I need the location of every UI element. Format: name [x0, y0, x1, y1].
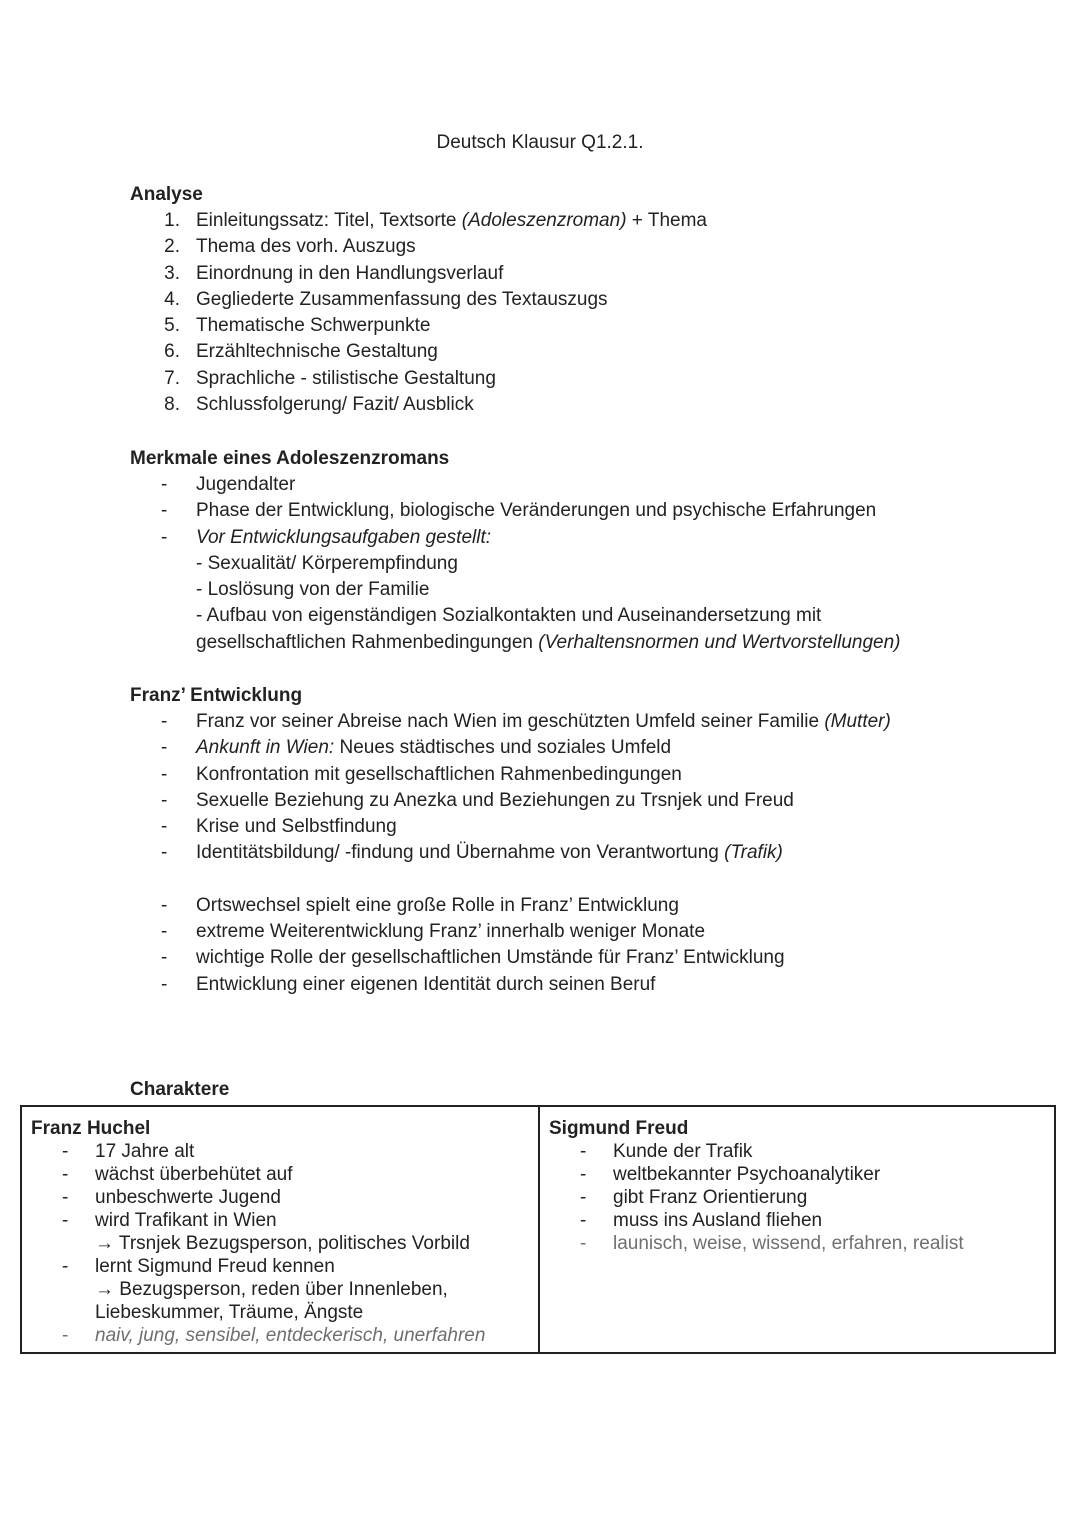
list-item	[130, 472, 1030, 498]
dash-bullet: -	[161, 737, 168, 759]
dash-bullet: -	[161, 816, 168, 838]
list-text: Thema des vorh. Auszugs	[196, 236, 416, 258]
dash-bullet: -	[161, 789, 168, 811]
list-item	[130, 840, 1030, 866]
list-item	[31, 1209, 538, 1232]
list-text: weltbekannter Psychoanalytiker	[613, 1164, 881, 1185]
dash-bullet: -	[161, 526, 168, 548]
list-text: Sexuelle Beziehung zu Anezka und Beziehungen zu Trsnjek und Freud	[196, 789, 794, 811]
dash-bullet: -	[161, 921, 168, 943]
list-text-italic: (Verhaltensnormen und Wertvorstellungen)	[538, 631, 901, 653]
list-text: Vor Entwicklungsaufgaben gestellt:	[196, 526, 492, 548]
merkmale-section	[130, 446, 1030, 656]
list-text: wächst überbehütet auf	[95, 1164, 293, 1185]
dash-bullet: -	[161, 763, 168, 785]
charaktere-heading: Charaktere	[130, 1079, 230, 1100]
list-item	[130, 234, 1030, 260]
list-item	[130, 498, 1030, 524]
note-line: → Trsnjek Bezugsperson, politisches Vorbild	[95, 1233, 470, 1254]
franz-cell	[22, 1107, 538, 1352]
list-text: Erzähltechnische Gestaltung	[196, 341, 438, 363]
list-item	[130, 261, 1030, 287]
freud-cell	[538, 1107, 1054, 1352]
list-marker: 8.	[164, 394, 180, 416]
sub-item: - Sexualität/ Körperempfindung	[196, 552, 458, 574]
merkmale-heading: Merkmale eines Adoleszenzromans	[130, 448, 450, 469]
list-text: Einordnung in den Handlungsverlauf	[196, 262, 504, 284]
dash-bullet: -	[161, 500, 168, 522]
dash-bullet: -	[161, 474, 168, 495]
list-text-italic: (Adoleszenzroman)	[461, 210, 627, 231]
dash-bullet: -	[580, 1164, 587, 1185]
analyse-section	[130, 182, 1030, 418]
list-text: Jugendalter	[196, 474, 296, 495]
list-marker: 2.	[164, 236, 180, 258]
dash-bullet: -	[62, 1141, 69, 1162]
dash-bullet: -	[62, 1210, 69, 1231]
list-text: muss ins Ausland fliehen	[613, 1210, 823, 1231]
list-item	[130, 366, 1030, 392]
dash-bullet: -	[580, 1141, 587, 1162]
list-item	[549, 1163, 1054, 1186]
list-text: Konfrontation mit gesellschaftlichen Rahmenbedingungen	[196, 763, 682, 785]
list-item	[130, 313, 1030, 339]
dash-bullet: -	[580, 1187, 587, 1208]
dash-bullet: -	[62, 1256, 69, 1277]
list-item	[130, 762, 1030, 788]
dash-bullet: -	[161, 973, 168, 995]
list-item	[130, 814, 1030, 840]
list-item	[130, 945, 1030, 971]
dash-bullet: -	[161, 842, 168, 864]
list-marker: 3.	[164, 262, 180, 284]
list-item	[31, 1186, 538, 1209]
list-text: Phase der Entwicklung, biologische Veränderungen und psychische Erfahrungen	[196, 500, 877, 522]
list-text: Krise und Selbstfindung	[196, 816, 397, 838]
list-item	[130, 339, 1030, 365]
traits-item	[31, 1324, 538, 1347]
list-item	[31, 1255, 538, 1278]
list-text: Kunde der Trafik	[613, 1141, 753, 1162]
sub-item: - Loslösung von der Familie	[196, 579, 430, 601]
traits-item	[549, 1232, 1054, 1255]
page-title: Deutsch Klausur Q1.2.1.	[436, 132, 644, 153]
list-item	[130, 287, 1030, 313]
traits-text: launisch, weise, wissend, erfahren, realist	[613, 1233, 964, 1254]
list-item	[31, 1163, 538, 1186]
list-text: Sprachliche - stilistische Gestaltung	[196, 367, 496, 389]
list-text: Ortswechsel spielt eine große Rolle in Franz’ Entwicklung	[196, 894, 679, 916]
entwicklung-section	[130, 683, 1030, 998]
note-line: Liebeskummer, Träume, Ängste	[95, 1302, 364, 1323]
list-item	[549, 1209, 1054, 1232]
list-text: Franz vor seiner Abreise nach Wien im geschützten Umfeld seiner Familie	[196, 711, 825, 732]
dash-bullet: -	[161, 894, 168, 916]
list-item	[130, 972, 1030, 998]
list-text: extreme Weiterentwicklung Franz’ innerhalb weniger Monate	[196, 921, 706, 943]
list-marker: 7.	[164, 367, 180, 389]
list-text: Identitätsbildung/ -findung und Übernahme von Verantwortung	[196, 842, 725, 864]
list-text: Thematische Schwerpunkte	[196, 315, 431, 337]
analyse-heading: Analyse	[130, 184, 203, 205]
list-item	[130, 709, 1030, 735]
list-marker: 6.	[164, 341, 180, 363]
list-item	[549, 1186, 1054, 1209]
list-text: Entwicklung einer eigenen Identität durch seinen Beruf	[196, 973, 656, 995]
list-marker: 4.	[164, 288, 180, 310]
list-item	[130, 525, 1030, 551]
freud-name: Sigmund Freud	[549, 1118, 689, 1139]
note-line: → Bezugsperson, reden über Innenleben,	[95, 1279, 448, 1300]
list-text-italic: (Mutter)	[824, 711, 891, 732]
list-text: wichtige Rolle der gesellschaftlichen Umstände für Franz’ Entwicklung	[196, 947, 785, 969]
list-text: 17 Jahre alt	[95, 1141, 195, 1162]
list-text-suffix: + Thema	[626, 210, 707, 231]
dash-bullet: -	[161, 711, 168, 732]
list-item	[31, 1140, 538, 1163]
traits-text: naiv, jung, sensibel, entdeckerisch, unerfahren	[95, 1325, 486, 1346]
list-text: wird Trafikant in Wien	[95, 1210, 277, 1231]
list-text: gesellschaftlichen Rahmenbedingungen	[196, 631, 539, 653]
dash-bullet: -	[62, 1325, 69, 1346]
list-item	[130, 735, 1030, 761]
dash-bullet: -	[580, 1233, 587, 1254]
list-item	[549, 1140, 1054, 1163]
list-text: Neues städtisches und soziales Umfeld	[334, 737, 672, 759]
list-item	[130, 919, 1030, 945]
list-text: lernt Sigmund Freud kennen	[95, 1256, 335, 1277]
entwicklung-heading: Franz’ Entwicklung	[130, 685, 303, 706]
list-text: Gegliederte Zusammenfassung des Textauszugs	[196, 288, 608, 310]
list-text: Einleitungssatz: Titel, Textsorte	[196, 210, 462, 231]
dash-bullet: -	[580, 1210, 587, 1231]
franz-name: Franz Huchel	[31, 1118, 151, 1139]
list-item	[130, 208, 1030, 234]
list-text: unbeschwerte Jugend	[95, 1187, 281, 1208]
sub-item-continuation	[130, 630, 1030, 656]
list-item	[130, 893, 1030, 919]
list-marker: 1.	[164, 210, 180, 231]
list-item	[130, 788, 1030, 814]
dash-bullet: -	[161, 947, 168, 969]
sub-item: - Aufbau von eigenständigen Sozialkontakten und Auseinandersetzung mit	[196, 605, 822, 627]
list-marker: 5.	[164, 315, 180, 337]
list-text: gibt Franz Orientierung	[613, 1187, 808, 1208]
dash-bullet: -	[62, 1164, 69, 1185]
dash-bullet: -	[62, 1187, 69, 1208]
list-item	[130, 392, 1030, 418]
list-text: Schlussfolgerung/ Fazit/ Ausblick	[196, 394, 474, 416]
list-text-italic: Ankunft in Wien:	[196, 737, 335, 759]
list-text-italic: (Trafik)	[724, 842, 783, 864]
characters-table	[20, 1105, 1056, 1354]
